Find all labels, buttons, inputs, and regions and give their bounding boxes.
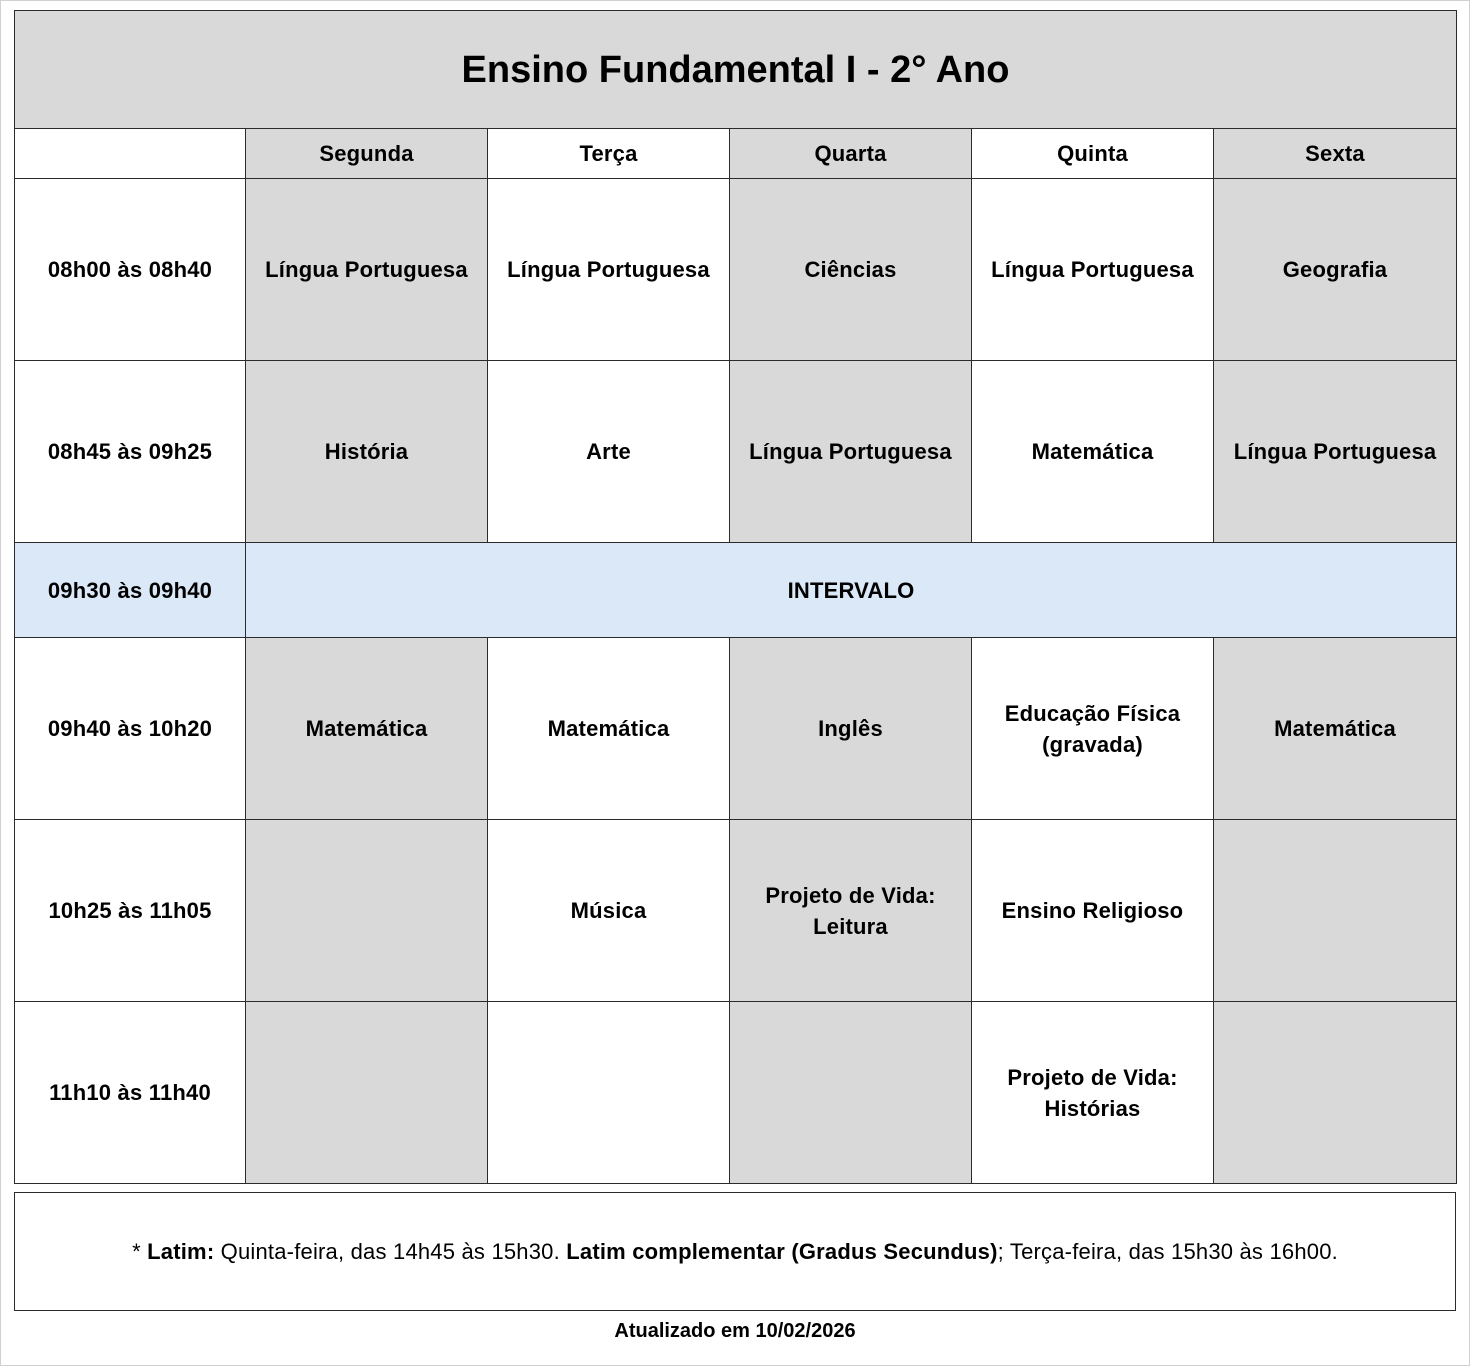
lesson-cell: [488, 1002, 730, 1184]
lesson-cell: Inglês: [730, 638, 972, 820]
note-latim-text: Quinta-feira, das 14h45 às 15h30.: [214, 1238, 567, 1264]
lesson-row-4: [15, 820, 1457, 1002]
day-header-row: [15, 129, 1457, 179]
lesson-cell: Projeto de Vida: Leitura: [730, 820, 972, 1002]
lesson-cell: Língua Portuguesa: [1214, 361, 1457, 543]
lesson-row-2: [15, 361, 1457, 543]
lesson-cell: Língua Portuguesa: [246, 179, 488, 361]
lesson-cell: Arte: [488, 361, 730, 543]
schedule-title: Ensino Fundamental I - 2° Ano: [15, 11, 1457, 129]
note-complementar-text: ; Terça-feira, das 15h30 às 16h00.: [997, 1238, 1338, 1264]
note-prefix: *: [132, 1238, 148, 1264]
updated-date: Atualizado em 10/02/2026: [614, 1320, 856, 1342]
lesson-cell: Geografia: [1214, 179, 1457, 361]
day-header-segunda: Segunda: [246, 129, 488, 179]
lesson-cell: [246, 1002, 488, 1184]
time-cell: 11h10 às 11h40: [15, 1002, 246, 1184]
time-cell: 09h40 às 10h20: [15, 638, 246, 820]
lesson-cell: [1214, 820, 1457, 1002]
lesson-row-1: [15, 179, 1457, 361]
lesson-row-5: [15, 1002, 1457, 1184]
note-latim-label: Latim:: [147, 1238, 215, 1264]
time-cell: 09h30 às 09h40: [15, 543, 246, 638]
lesson-cell: Matemática: [1214, 638, 1457, 820]
lesson-cell: Matemática: [246, 638, 488, 820]
lesson-cell: [246, 820, 488, 1002]
note-text: [132, 1239, 1338, 1265]
lesson-cell: Língua Portuguesa: [488, 179, 730, 361]
time-cell: 08h45 às 09h25: [15, 361, 246, 543]
lesson-cell: Ensino Religioso: [972, 820, 1214, 1002]
time-cell: 08h00 às 08h40: [15, 179, 246, 361]
lesson-cell: Música: [488, 820, 730, 1002]
lesson-row-3: [15, 638, 1457, 820]
lesson-cell: [1214, 1002, 1457, 1184]
title-row: [15, 11, 1457, 129]
lesson-cell: [730, 1002, 972, 1184]
lesson-cell: Língua Portuguesa: [730, 361, 972, 543]
lesson-cell: Matemática: [488, 638, 730, 820]
day-header-terca: Terça: [488, 129, 730, 179]
day-header-quinta: Quinta: [972, 129, 1214, 179]
break-label: INTERVALO: [246, 543, 1457, 638]
lesson-cell: Língua Portuguesa: [972, 179, 1214, 361]
latin-note: [14, 1192, 1456, 1311]
lesson-cell: Ciências: [730, 179, 972, 361]
note-complementar-label: Latim complementar (Gradus Secundus): [566, 1238, 998, 1264]
lesson-cell: Educação Física (gravada): [972, 638, 1214, 820]
time-cell: 10h25 às 11h05: [15, 820, 246, 1002]
corner-cell: [15, 129, 246, 179]
lesson-cell: Matemática: [972, 361, 1214, 543]
lesson-cell: História: [246, 361, 488, 543]
break-row: [15, 543, 1457, 638]
day-header-sexta: Sexta: [1214, 129, 1457, 179]
day-header-quarta: Quarta: [730, 129, 972, 179]
schedule-table: [14, 10, 1457, 1184]
lesson-cell: Projeto de Vida: Histórias: [972, 1002, 1214, 1184]
